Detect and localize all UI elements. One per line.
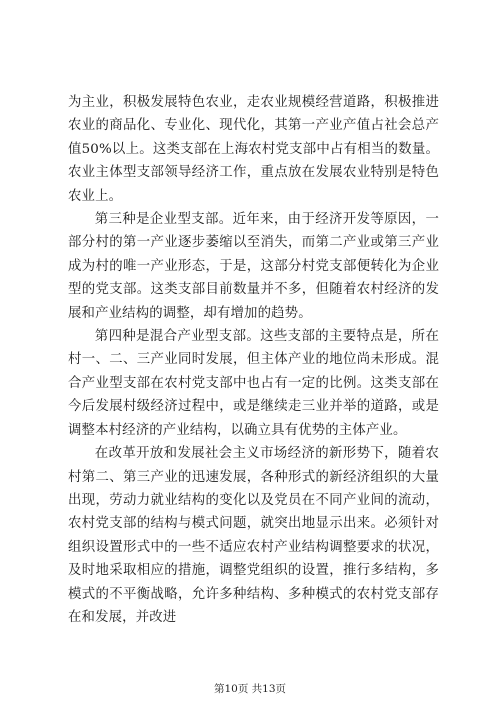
paragraph-reform-adjustment: 在改革开放和发展社会主义市场经济的新形势下，随着农村第二、第三产业的迅速发展，各种形式的新经济组织的大量出现，劳动力就业结构的变化以及党员在不同产业间的流动，农村党支部的结构与模式问题，就突出地显示出来。必须针对组织设置形式中的一些不适应农村产业结构调整要求的状况，及时地采取相应的措施，调整党组织的设置，推行多结构，多模式的不平衡战略，允许多种结构、多种模式的农村党支部存在和发展，并改进 xyxy=(68,446,439,625)
document-body xyxy=(68,91,439,629)
page-number-footer: 第10页 共13页 xyxy=(213,683,287,695)
paragraph-continuation-agriculture: 为主业，积极发展特色农业，走农业规模经营道路，积极推进农业的商品化、专业化、现代化，其第一产业产值占社会总产值50%以上。这类支部在上海农村党支部中占有相当的数量。农业主体型支部领导经济工作，重点放在发展农业特别是特色农业上。 xyxy=(68,95,439,204)
paragraph-enterprise-branch: 第三种是企业型支部。近年来，由于经济开发等原因，一部分村的第一产业逐步萎缩以至消失，而第二产业或第三产业成为村的唯一产业形态，于是，这部分村党支部便转化为企业型的党支部。这类支部目前数量并不多，但随着农村经济的发展和产业结构的调整，却有增加的趋势。 xyxy=(68,212,439,321)
paragraph-mixed-industry-branch: 第四种是混合产业型支部。这些支部的主要特点是，所在村一、二、三产业同时发展，但主体产业的地位尚未形成。混合产业型支部在农村党支部中也占有一定的比例。这类支部在今后发展村级经济过程中，或是继续走三业并举的道路，或是调整本村经济的产业结构，以确立具有优势的主体产业。 xyxy=(68,329,439,438)
